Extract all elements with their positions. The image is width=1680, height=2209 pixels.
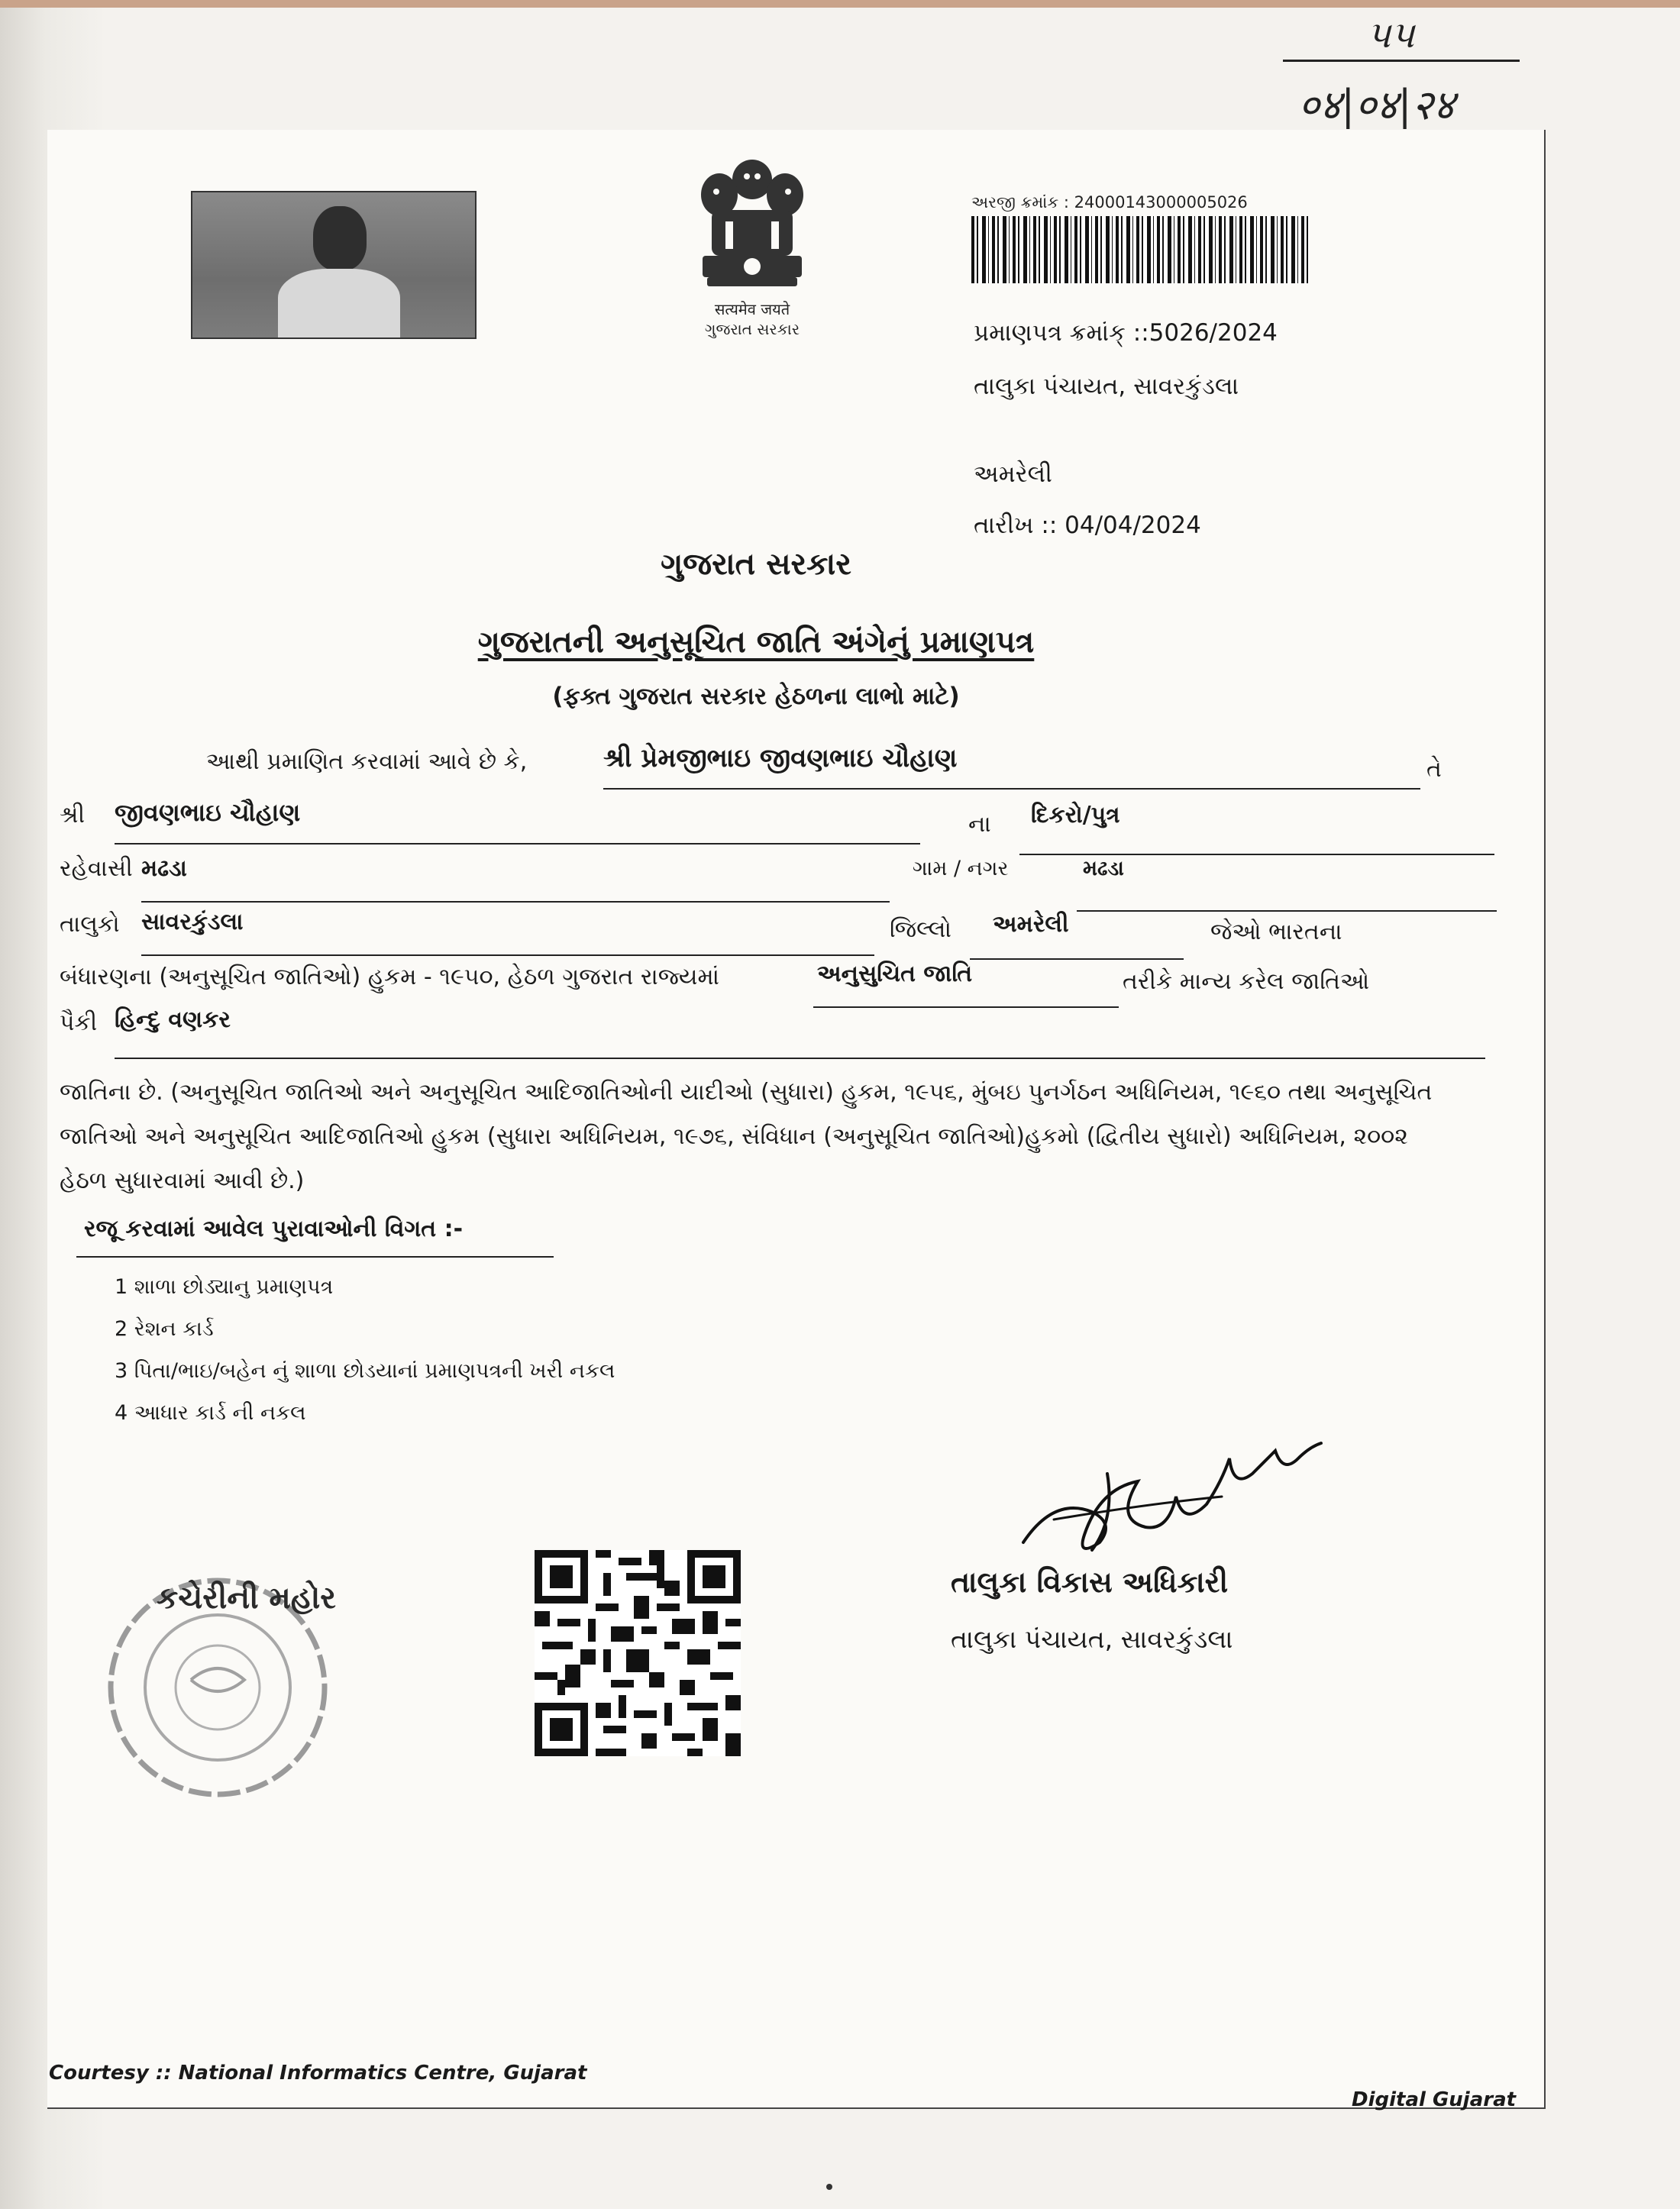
handwritten-number: પપ (1367, 14, 1415, 57)
holder-name: શ્રી પ્રેમજીભાઇ જીવણભાઇ ચૌહાણ (603, 743, 958, 773)
issue-date: તારીખ :: 04/04/2024 (974, 512, 1201, 539)
courtesy-text: Courtesy :: National Informatics Centre, Gujarat (49, 2062, 587, 2085)
certificate-number: પ્રમાણપત્ર ક્રમાંક્ ::5026/2024 (974, 319, 1278, 347)
seal-label: કચેરીની મહોર (157, 1581, 336, 1616)
officer-title: તાલુકા વિકાસ અધિકારી (951, 1565, 1229, 1599)
father-name: જીવણભાઇ ચૌહાણ (115, 798, 301, 827)
district-label: જિલ્લો (890, 916, 951, 943)
caste-value: હિન્દુ વણકર (115, 1006, 231, 1033)
intro-label: આથી પ્રમાણિત કરવામાં આવે છે કે, (206, 748, 528, 775)
resident-label: રહેવાસી (60, 855, 133, 882)
emblem-label: ગુજરાત સરકાર (704, 320, 800, 338)
district-name: અમરેલી (974, 460, 1052, 488)
category-underline (813, 1006, 1119, 1008)
taluka-label: તાલુકો (60, 911, 120, 938)
evidence-item: 2 રેશન કાર્ડ (115, 1317, 214, 1341)
village-underline (1077, 910, 1497, 912)
recognized-text: તરીકે માન્ય કરેલ જાતિઓ (1123, 968, 1370, 995)
handwritten-date: ०४|०४|२४ (1298, 81, 1455, 129)
resident-value: મઢડા (141, 855, 187, 882)
handwritten-underline (1283, 60, 1520, 62)
resident-underline (141, 901, 890, 903)
village-label: ગામ / નગર (913, 857, 1009, 880)
district-value: અમરેલી (993, 911, 1069, 938)
emblem-caption (649, 299, 855, 339)
qr-code (535, 1550, 741, 1756)
government-title: ગુજરાત સરકાર (661, 547, 851, 582)
taluka-value: સાવરકુંડલા (141, 909, 244, 935)
district-underline (970, 958, 1184, 960)
evidence-heading: રજૂ કરવામાં આવેલ પુરાવાઓની વિગત :- (84, 1216, 464, 1242)
certificate-subtitle: (ફક્ત ગુજરાત સરકાર હેઠળના લાભો માટે) (552, 683, 960, 710)
legal-paragraph: જાતિના છે. (અનુસૂચિત જાતિઓ અને અનુસૂચિત આદિજાતિઓની યાદીઓ (સુધારા) હુકમ, ૧૯૫૬, મુંબઇ પુનર્ગઠન અધિનિયમ, ૧૯૬૦ તથા અનુસૂચિત જાતિઓ અને અનુસૂચિત આદિજાતિઓ હુકમ (સુધારા અધિનિયમ, ૧૯૭૬, સંવિધાન (અનુસૂચિત જાતિઓ)હુકમો (દ્વિતીય સુધારો) અધિનિયમ, ૨૦૦૨ હેઠળ સુધારવામાં આવી છે.) (60, 1079, 1433, 1194)
application-ref: અરજી ક્રમાંક : 24000143000005026 (971, 193, 1248, 212)
constitution-text: બંધારણના (અનુસૂચિત જાતિઓ) હુકમ - ૧૯૫૦, હેઠળ ગુજરાત રાજ્યમાં (60, 964, 719, 990)
digital-gujarat-label: Digital Gujarat (1352, 2088, 1517, 2111)
officer-signature (1008, 1428, 1405, 1565)
shri-label: શ્રી (60, 802, 86, 828)
applicant-photo (191, 191, 477, 339)
village-value: મઢડા (1083, 857, 1124, 880)
among-label: પૈકી (60, 1009, 98, 1036)
father-name-underline (115, 843, 920, 845)
evidence-item: 4 આધાર કાર્ડ ની નકલ (115, 1401, 306, 1425)
who-india-label: જેઓ ભારતના (1210, 919, 1342, 945)
scan-top-edge (0, 0, 1680, 8)
evidence-item: 1 શાળા છોડ્યાનુ પ્રમાણપત્ર (115, 1275, 334, 1299)
officer-office: તાલુકા પંચાયત, સાવરકુંડલા (951, 1624, 1233, 1654)
caste-underline (115, 1058, 1485, 1059)
emblem-motto: सत्यमेव जयते (714, 300, 790, 318)
barcode (971, 216, 1309, 283)
evidence-item: 3 પિતા/ભાઇ/બહેન નું શાળા છોડયાનાં પ્રમાણપત્રની ખરી નકલ (115, 1359, 615, 1383)
category-value: અનુસુચિત જાતિ (817, 961, 973, 987)
te-label: તે (1426, 756, 1442, 783)
taluka-underline (141, 954, 874, 956)
relation-value: દિકરો/પુત્ર (1031, 802, 1120, 828)
issuing-office: તાલુકા પંચાયત, સાવરકુંડલા (974, 373, 1239, 400)
scan-dot (826, 2184, 832, 2190)
holder-name-underline (603, 788, 1420, 790)
certificate-title: ગુજરાતની અનુસૂચિત જાતિ અંગેનું પ્રમાણપત્ર (477, 625, 1035, 660)
relation-underline (1019, 854, 1494, 855)
na-label: ના (968, 811, 991, 838)
evidence-heading-underline (76, 1256, 554, 1258)
